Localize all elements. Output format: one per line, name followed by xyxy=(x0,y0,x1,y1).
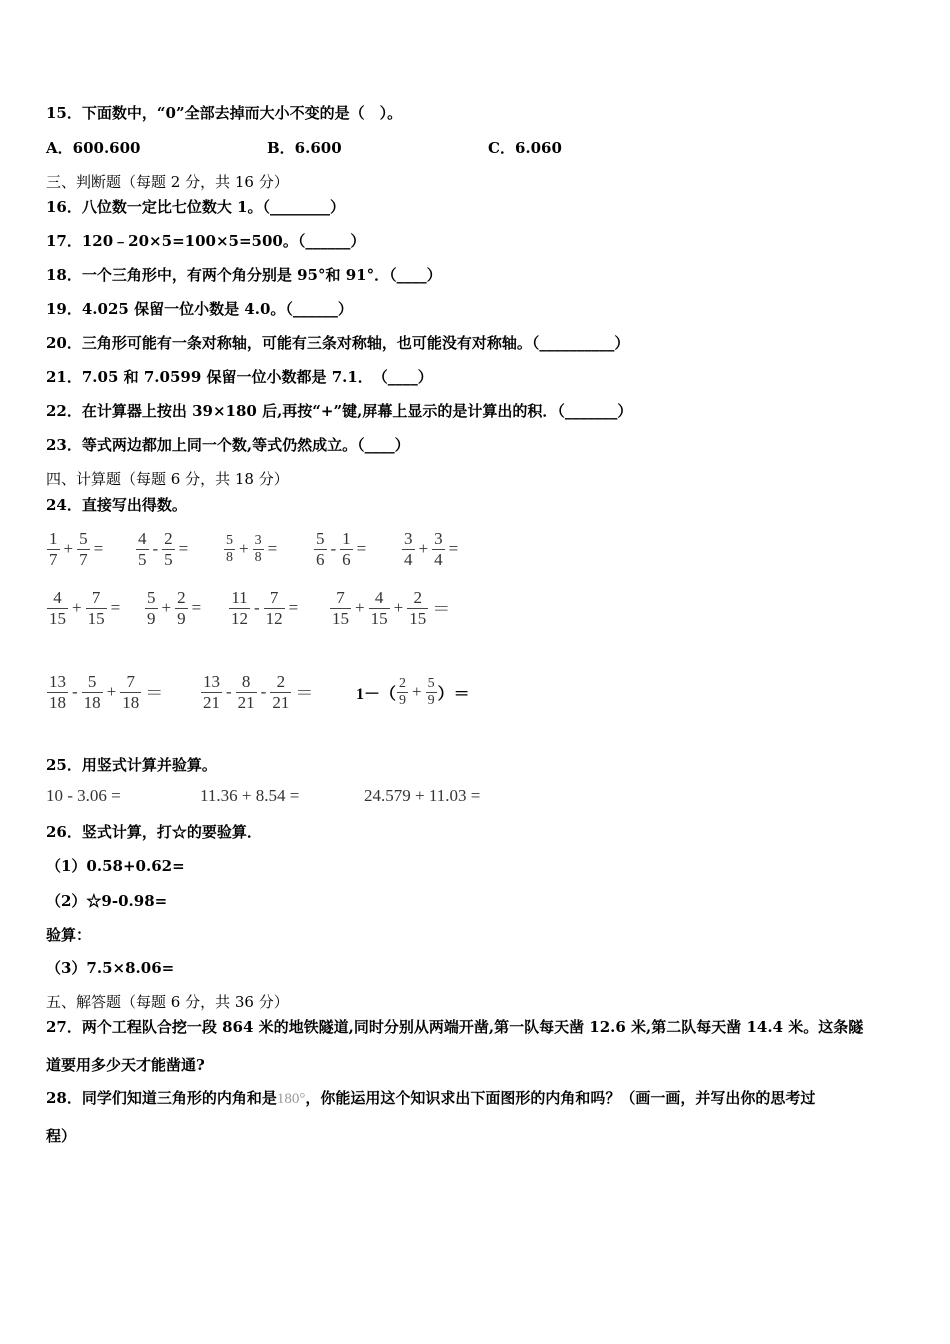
fraction xyxy=(236,672,257,713)
operator: + xyxy=(418,539,429,558)
denominator: 18 xyxy=(83,692,101,712)
numerator: 2 xyxy=(276,671,286,691)
fraction xyxy=(47,529,60,570)
fraction xyxy=(340,529,353,570)
fraction xyxy=(264,588,285,629)
question-18: 18．一个三角形中，有两个角分别是 95°和 91°．（____） xyxy=(46,266,442,284)
operator: - xyxy=(260,682,267,701)
fraction xyxy=(82,672,103,713)
denominator: 8 xyxy=(254,549,262,565)
numerator: 1 xyxy=(49,528,58,548)
numerator: 3 xyxy=(434,528,443,548)
vertical-calc-expr-1: 10 - 3.06 = xyxy=(46,786,121,805)
fraction xyxy=(47,588,68,629)
equals-sign: ＝ xyxy=(145,683,164,703)
denominator: 18 xyxy=(122,692,140,712)
denominator: 4 xyxy=(434,549,443,569)
fraction xyxy=(432,529,445,570)
denominator: 15 xyxy=(49,608,66,628)
fraction xyxy=(397,676,408,709)
check-label: 验算： xyxy=(46,926,92,944)
fraction xyxy=(162,529,175,570)
denominator: 15 xyxy=(87,608,105,628)
fraction-expression xyxy=(329,583,453,633)
fraction xyxy=(175,588,188,629)
denominator: 9 xyxy=(399,692,407,708)
numerator: 7 xyxy=(91,587,101,607)
numerator: 2 xyxy=(177,587,186,607)
numerator: 3 xyxy=(254,532,262,548)
equals-sign: ＝ xyxy=(295,683,314,703)
denominator: 21 xyxy=(237,692,255,712)
question-19: 19．4.025 保留一位小数是 4.0。（______） xyxy=(46,300,353,318)
operator: - xyxy=(330,539,337,558)
denominator: 15 xyxy=(370,608,388,628)
equals-sign: = xyxy=(110,598,121,617)
question-27-line-1: 27．两个工程队合挖一段 864 米的地铁隧道,同时分别从两端开凿,第一队每天凿 12.6 米,第二队每天凿 14.4 米。这条隧 xyxy=(46,1018,864,1036)
fraction xyxy=(402,529,415,570)
numerator: 11 xyxy=(231,587,248,607)
operator: + xyxy=(355,598,365,617)
operator: + xyxy=(412,682,422,701)
denominator: 5 xyxy=(138,549,147,569)
question-28-part-2: ，你能运用这个知识求出下面图形的内角和吗？（画一画，并写出你的思考过 xyxy=(305,1089,816,1107)
operator: - xyxy=(226,682,232,701)
equals-sign: = xyxy=(288,598,299,617)
fraction xyxy=(77,529,90,570)
operator: + xyxy=(63,539,74,558)
expression-suffix: ）＝ xyxy=(437,685,470,703)
fraction-expression xyxy=(356,667,470,717)
denominator: 7 xyxy=(79,549,88,569)
denominator: 12 xyxy=(231,608,248,628)
numerator: 7 xyxy=(126,671,136,691)
fraction xyxy=(201,672,222,713)
fraction xyxy=(229,588,250,629)
fraction xyxy=(270,672,291,713)
denominator: 15 xyxy=(409,608,427,628)
numerator: 2 xyxy=(413,587,422,607)
numerator: 5 xyxy=(87,671,97,691)
fraction xyxy=(253,533,264,566)
question-26: 26．竖式计算，打☆的要验算． xyxy=(46,823,262,841)
numerator: 3 xyxy=(404,528,413,548)
question-28-line-2: 程） xyxy=(46,1127,77,1145)
option-a: A．600.600 xyxy=(46,139,141,157)
equals-sign: ＝ xyxy=(432,599,451,619)
question-23: 23．等式两边都加上同一个数,等式仍然成立。（____） xyxy=(46,436,410,454)
equals-sign: = xyxy=(356,539,367,558)
fraction-row-1 xyxy=(46,524,906,574)
numerator: 13 xyxy=(203,671,220,691)
numerator: 5 xyxy=(79,528,88,548)
fraction-expression xyxy=(144,583,204,633)
fraction-expression xyxy=(313,524,369,574)
equals-sign: = xyxy=(448,539,459,558)
numerator: 7 xyxy=(336,587,345,607)
numerator: 1 xyxy=(342,528,351,548)
numerator: 5 xyxy=(316,528,325,548)
equals-sign: = xyxy=(267,539,278,558)
operator: - xyxy=(254,598,260,617)
operator: + xyxy=(239,539,249,558)
equals-sign: = xyxy=(93,539,104,558)
fraction xyxy=(330,588,351,629)
denominator: 6 xyxy=(342,549,351,569)
denominator: 15 xyxy=(332,608,349,628)
option-b: B．6.600 xyxy=(267,139,342,157)
fraction xyxy=(120,672,141,713)
numerator: 5 xyxy=(427,675,435,691)
fraction xyxy=(426,676,437,709)
vertical-calc-expr-2: 11.36 + 8.54 = xyxy=(200,786,300,805)
fraction-expression xyxy=(228,583,301,633)
fraction xyxy=(369,588,390,629)
denominator: 5 xyxy=(164,549,173,569)
fraction xyxy=(86,588,107,629)
numerator: 13 xyxy=(49,671,66,691)
question-28-line-1 xyxy=(46,1087,815,1108)
denominator: 9 xyxy=(177,608,186,628)
question-17: 17．120﹣20×5=100×5=500。（______） xyxy=(46,232,366,250)
question-24: 24．直接写出得数。 xyxy=(46,496,187,514)
question-22: 22．在计算器上按出 39×180 后,再按“+”键,屏幕上显示的是计算出的积．（_______） xyxy=(46,402,633,420)
operator: - xyxy=(152,539,159,558)
denominator: 21 xyxy=(272,692,290,712)
question-26-3: （3）7.5×8.06= xyxy=(46,959,175,977)
numerator: 5 xyxy=(147,587,156,607)
fraction-row-2 xyxy=(46,583,906,633)
denominator: 18 xyxy=(49,692,66,712)
fraction-expression xyxy=(46,524,106,574)
operator: + xyxy=(161,598,172,617)
option-c: C．6.060 xyxy=(488,139,562,157)
operator: - xyxy=(72,682,78,701)
degree-value: 180° xyxy=(276,1091,306,1107)
numerator: 7 xyxy=(269,587,279,607)
numerator: 4 xyxy=(53,587,62,607)
fraction xyxy=(145,588,158,629)
vertical-calc-expr-3: 24.579 + 11.03 = xyxy=(364,786,481,805)
equals-sign: = xyxy=(178,539,189,558)
fraction xyxy=(224,533,235,566)
operator: + xyxy=(393,598,404,617)
fraction-expression xyxy=(135,524,191,574)
question-21: 21．7.05 和 7.0599 保留一位小数都是 7.1． （____） xyxy=(46,368,433,386)
denominator: 21 xyxy=(203,692,220,712)
fraction xyxy=(407,588,428,629)
question-20: 20．三角形可能有一条对称轴，可能有三条对称轴，也可能没有对称轴。（__________） xyxy=(46,334,630,352)
numerator: 4 xyxy=(138,528,147,548)
denominator: 9 xyxy=(427,692,435,708)
denominator: 9 xyxy=(147,608,156,628)
fraction-expression xyxy=(223,524,280,574)
section-5-heading: 五、解答题（每题 6 分，共 36 分） xyxy=(46,993,289,1011)
fraction-expression xyxy=(401,524,461,574)
question-16: 16．八位数一定比七位数大 1。（________） xyxy=(46,198,346,216)
fraction xyxy=(136,529,149,570)
operator: + xyxy=(72,598,82,617)
numerator: 5 xyxy=(226,532,233,548)
fraction-expression xyxy=(200,667,316,717)
fraction-expression xyxy=(46,583,123,633)
fraction xyxy=(314,529,327,570)
question-28-part-1: 28．同学们知道三角形的内角和是 xyxy=(46,1089,277,1107)
question-26-2: （2）☆9-0.98= xyxy=(46,892,168,910)
fraction-expression xyxy=(46,667,166,717)
fraction-row-3 xyxy=(46,667,906,717)
operator: + xyxy=(106,682,117,701)
denominator: 4 xyxy=(404,549,413,569)
question-15: 15．下面数中，“0”全部去掉而大小不变的是（ ）。 xyxy=(46,104,403,122)
section-3-heading: 三、判断题（每题 2 分，共 16 分） xyxy=(46,173,289,191)
denominator: 12 xyxy=(265,608,283,628)
question-25: 25．用竖式计算并验算。 xyxy=(46,756,217,774)
denominator: 6 xyxy=(316,549,325,569)
equals-sign: = xyxy=(191,598,202,617)
numerator: 2 xyxy=(399,675,407,691)
numerator: 2 xyxy=(164,528,173,548)
numerator: 4 xyxy=(374,587,384,607)
numerator: 8 xyxy=(241,671,251,691)
fraction xyxy=(47,672,68,713)
section-4-heading: 四、计算题（每题 6 分，共 18 分） xyxy=(46,470,289,488)
question-26-1: （1）0.58+0.62= xyxy=(46,857,185,875)
expression-prefix: 1－（ xyxy=(356,685,397,703)
denominator: 8 xyxy=(226,549,233,565)
question-27-line-2: 道要用多少天才能凿通? xyxy=(46,1056,205,1074)
denominator: 7 xyxy=(49,549,58,569)
